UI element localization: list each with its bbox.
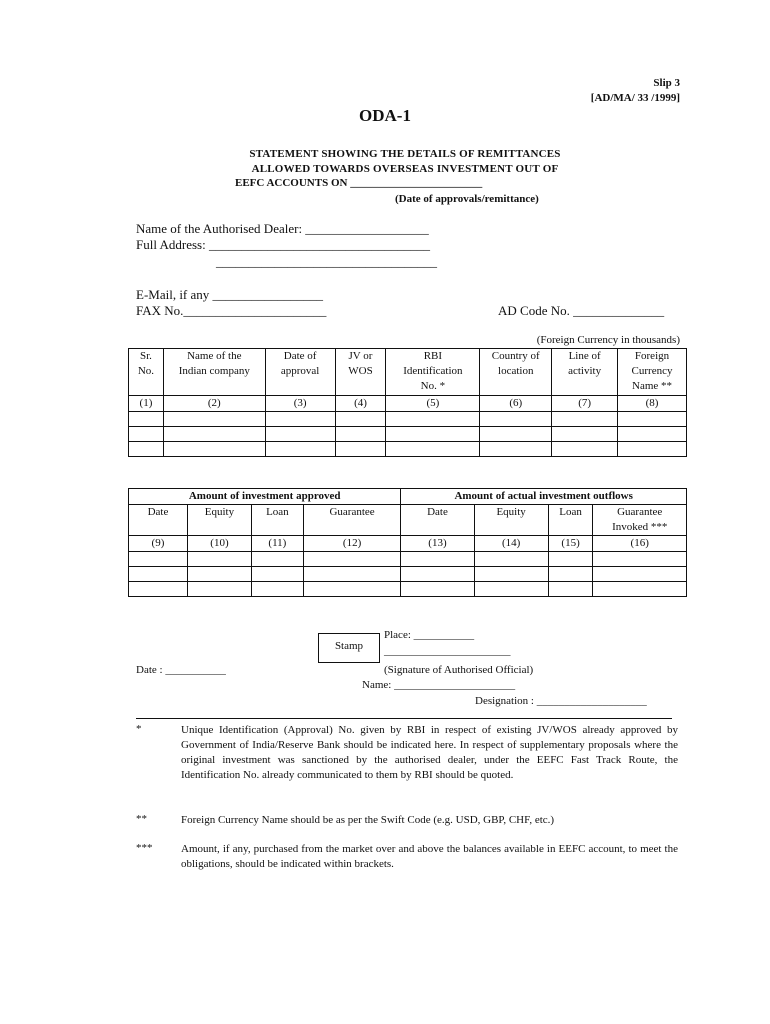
statement-line-1: STATEMENT SHOWING THE DETAILS OF REMITTANCES bbox=[249, 148, 561, 160]
table-row[interactable] bbox=[129, 552, 687, 567]
footnote-mark: * bbox=[136, 723, 142, 735]
col-header-date: Date bbox=[129, 505, 188, 536]
col-number: (12) bbox=[303, 536, 401, 552]
col-number: (3) bbox=[265, 396, 335, 412]
table-row[interactable] bbox=[129, 412, 687, 427]
table1-number-row bbox=[129, 396, 687, 412]
table1-header-row bbox=[129, 349, 687, 396]
table-row[interactable] bbox=[129, 427, 687, 442]
email-field[interactable]: E-Mail, if any _________________ bbox=[136, 287, 324, 302]
col-number: (7) bbox=[552, 396, 618, 412]
stamp-box: Stamp bbox=[318, 633, 380, 663]
col-header-country: Country of location bbox=[480, 349, 552, 396]
col-header-jv-wos: JV or WOS bbox=[335, 349, 386, 396]
table2-header-row bbox=[129, 505, 687, 536]
remittance-details-table bbox=[128, 348, 687, 457]
footnote-text: Amount, if any, purchased from the market over and above the balances available in EEFC account, to meet the obligations, should be indicated within brackets. bbox=[181, 843, 678, 870]
col-header-guarantee: Guarantee bbox=[303, 505, 401, 536]
col-header-activity: Line of activity bbox=[552, 349, 618, 396]
col-number: (5) bbox=[386, 396, 480, 412]
signature-line[interactable]: _______________________ bbox=[384, 645, 511, 657]
col-header-company: Name of the Indian company bbox=[163, 349, 265, 396]
col-number: (15) bbox=[548, 536, 593, 552]
full-address-field-line-2[interactable]: __________________________________ bbox=[216, 254, 437, 269]
table-row[interactable] bbox=[129, 582, 687, 597]
col-header-guarantee-invoked: Guarantee Invoked *** bbox=[593, 505, 687, 536]
place-field[interactable]: Place: ___________ bbox=[384, 629, 475, 641]
group-header-approved: Amount of investment approved bbox=[129, 489, 401, 505]
ad-code-field[interactable]: AD Code No. ______________ bbox=[498, 303, 665, 318]
col-number: (11) bbox=[251, 536, 303, 552]
col-number: (10) bbox=[187, 536, 251, 552]
col-number: (8) bbox=[618, 396, 687, 412]
col-number: (4) bbox=[335, 396, 386, 412]
date-field[interactable]: Date : ___________ bbox=[136, 664, 226, 676]
col-header-loan: Loan bbox=[251, 505, 303, 536]
divider bbox=[136, 718, 672, 719]
col-header-loan: Loan bbox=[548, 505, 593, 536]
circular-reference: [AD/MA/ 33 /1999] bbox=[590, 92, 680, 104]
col-number: (1) bbox=[129, 396, 164, 412]
col-number: (6) bbox=[480, 396, 552, 412]
investment-amounts-table bbox=[128, 488, 687, 597]
dealer-name-field[interactable]: Name of the Authorised Dealer: ___________________ bbox=[136, 221, 429, 236]
col-header-equity: Equity bbox=[474, 505, 548, 536]
footnote-mark: ** bbox=[136, 813, 147, 825]
full-address-field[interactable]: Full Address: __________________________________ bbox=[136, 237, 430, 252]
fax-field[interactable]: FAX No.______________________ bbox=[136, 303, 327, 318]
footnote-text: Unique Identification (Approval) No. given by RBI in respect of existing JV/WOS already approved by Government of India/Reserve Bank should be indicated here. In respect of supplementary proposals where the original investment was sanctioned by the authorised dealer, under the EEFC Fast Track Route, the Identification No. already communicated to them by RBI should be quoted. bbox=[181, 724, 678, 781]
designation-field[interactable]: Designation : ____________________ bbox=[475, 695, 647, 707]
footnote-text: Foreign Currency Name should be as per the Swift Code (e.g. USD, GBP, CHF, etc.) bbox=[181, 814, 555, 826]
col-number: (16) bbox=[593, 536, 687, 552]
col-number: (14) bbox=[474, 536, 548, 552]
col-header-rbi-id: RBI Identification No. * bbox=[386, 349, 480, 396]
group-header-outflows: Amount of actual investment outflows bbox=[401, 489, 687, 505]
footnote-mark: *** bbox=[136, 842, 153, 854]
date-note: (Date of approvals/remittance) bbox=[395, 193, 539, 205]
name-field[interactable]: Name: ______________________ bbox=[362, 679, 516, 691]
col-number: (2) bbox=[163, 396, 265, 412]
col-number: (13) bbox=[401, 536, 474, 552]
col-header-approval-date: Date of approval bbox=[265, 349, 335, 396]
col-header-currency: Foreign Currency Name ** bbox=[618, 349, 687, 396]
signature-caption: (Signature of Authorised Official) bbox=[384, 664, 534, 676]
form-title: ODA-1 bbox=[359, 106, 411, 125]
col-header-date: Date bbox=[401, 505, 474, 536]
table2-number-row bbox=[129, 536, 687, 552]
statement-line-3: EEFC ACCOUNTS ON ________________________ bbox=[235, 177, 483, 189]
col-header-equity: Equity bbox=[187, 505, 251, 536]
slip-number: Slip 3 bbox=[653, 77, 680, 89]
currency-note: (Foreign Currency in thousands) bbox=[536, 334, 680, 346]
table-row[interactable] bbox=[129, 567, 687, 582]
statement-line-2: ALLOWED TOWARDS OVERSEAS INVESTMENT OUT OF bbox=[251, 163, 559, 175]
table-row[interactable] bbox=[129, 442, 687, 457]
col-header-sr-no: Sr. No. bbox=[129, 349, 164, 396]
col-number: (9) bbox=[129, 536, 188, 552]
table2-group-row bbox=[129, 489, 687, 505]
